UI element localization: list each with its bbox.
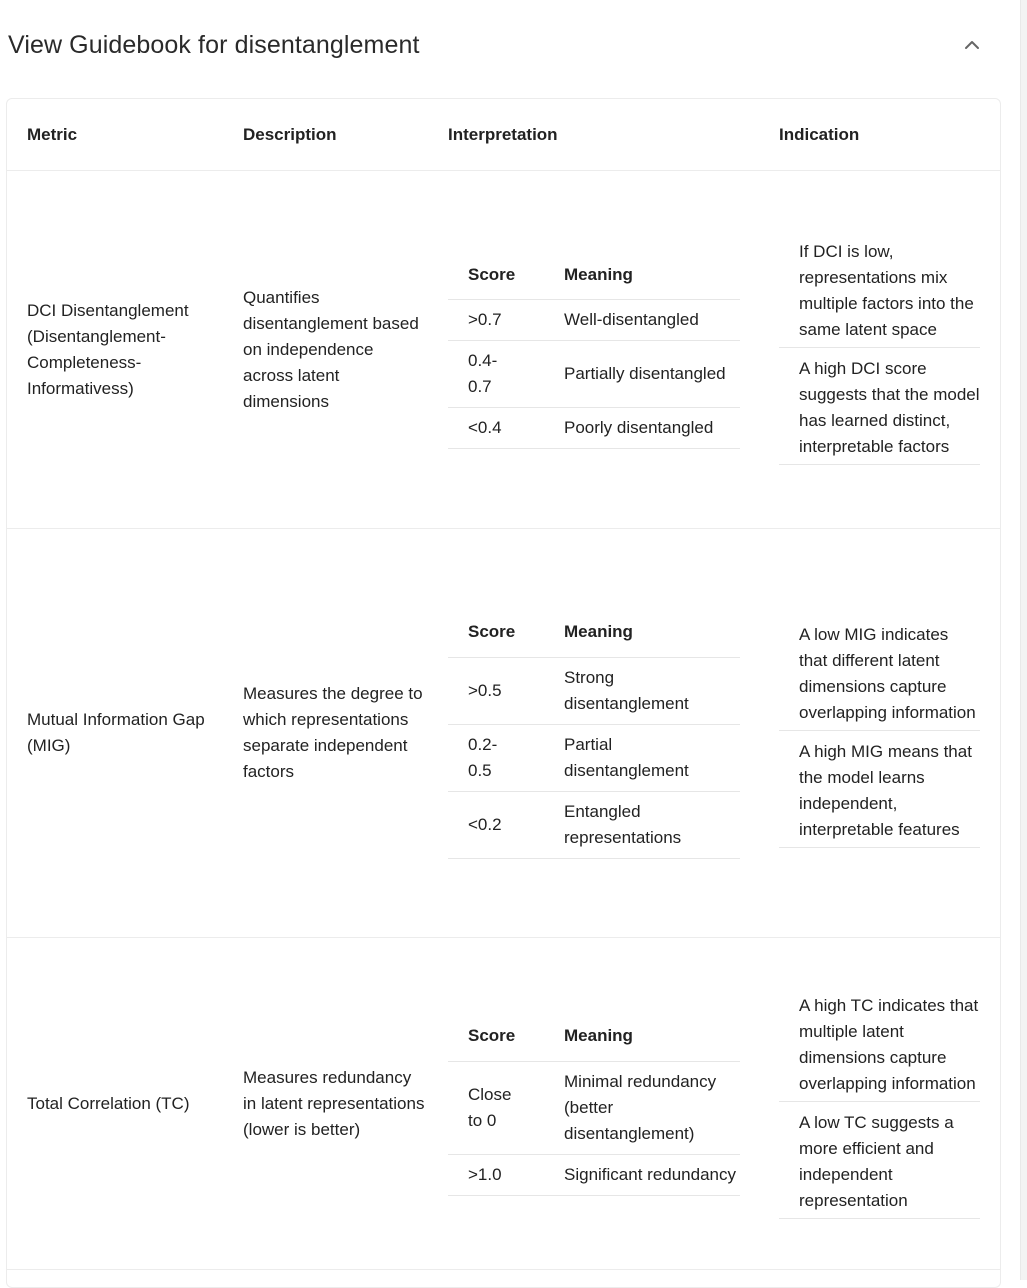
metric-description: Measures the degree to which representations separate independent factors <box>243 684 423 781</box>
score-value: Close to 0 <box>448 1061 544 1154</box>
score-value: >0.7 <box>448 300 544 341</box>
metric-name: Total Correlation (TC) <box>27 1093 190 1113</box>
table-row <box>7 529 1000 938</box>
guidebook-header[interactable] <box>0 0 1010 90</box>
score-meaning: Well-disentangled <box>544 300 740 341</box>
header-metric: Metric <box>27 125 78 144</box>
guidebook-title: View Guidebook for disentanglement <box>8 30 420 59</box>
header-description: Description <box>243 125 337 144</box>
score-meaning: Poorly disentangled <box>544 408 740 449</box>
table-header-row <box>7 99 1000 171</box>
score-value: <0.2 <box>448 791 544 858</box>
score-meaning: Partial disentanglement <box>544 724 740 791</box>
score-value: <0.4 <box>448 408 544 449</box>
indication-item: A low TC suggests a more efficient and independent representation <box>779 1102 980 1219</box>
table-row <box>7 938 1000 1270</box>
indication-item: A high DCI score suggests that the model has learned distinct, interpretable factors <box>779 348 980 465</box>
indication-list <box>779 235 980 465</box>
table-row <box>7 171 1000 529</box>
score-row <box>448 724 740 791</box>
score-meaning: Significant redundancy <box>544 1154 740 1195</box>
indication-item: If DCI is low, representations mix multiple factors into the same latent space <box>779 235 980 348</box>
score-header: Score <box>448 250 544 300</box>
guidebook-table <box>6 98 1001 1288</box>
header-indication: Indication <box>779 125 860 144</box>
meaning-header: Meaning <box>544 1011 740 1061</box>
metric-description: Quantifies disentanglement based on independence across latent dimensions <box>243 287 419 411</box>
score-value: >1.0 <box>448 1154 544 1195</box>
metric-name: DCI Disentanglement (Disentanglement-Completeness-Informativess) <box>27 300 189 398</box>
meaning-header: Meaning <box>544 607 740 657</box>
meaning-header: Meaning <box>544 250 740 300</box>
score-row <box>448 1061 740 1154</box>
score-meaning: Entangled representations <box>544 791 740 858</box>
indication-list <box>779 618 980 848</box>
score-row <box>448 791 740 858</box>
indication-list <box>779 989 980 1219</box>
score-meaning: Minimal redundancy (better disentanglement) <box>544 1061 740 1154</box>
scrollbar-track[interactable] <box>1020 0 1027 1280</box>
score-row <box>448 1154 740 1195</box>
chevron-up-icon[interactable] <box>958 31 986 59</box>
score-value: >0.5 <box>448 657 544 724</box>
indication-item: A high TC indicates that multiple latent dimensions capture overlapping information <box>779 989 980 1102</box>
score-row <box>448 657 740 724</box>
score-header: Score <box>448 607 544 657</box>
score-table <box>448 250 740 450</box>
score-value: 0.4-0.7 <box>448 341 544 408</box>
score-row <box>448 408 740 449</box>
indication-item: A low MIG indicates that different latent dimensions capture overlapping information <box>779 618 980 731</box>
score-meaning: Partially disentangled <box>544 341 740 408</box>
score-header: Score <box>448 1011 544 1061</box>
indication-item: A high MIG means that the model learns independent, interpretable features <box>779 731 980 848</box>
metric-name: Mutual Information Gap (MIG) <box>27 710 205 755</box>
score-value: 0.2-0.5 <box>448 724 544 791</box>
score-row <box>448 341 740 408</box>
score-table <box>448 607 740 859</box>
score-row <box>448 300 740 341</box>
score-meaning: Strong disentanglement <box>544 657 740 724</box>
header-interpretation: Interpretation <box>448 125 558 144</box>
metric-description: Measures redundancy in latent representations (lower is better) <box>243 1067 425 1139</box>
score-table <box>448 1011 740 1196</box>
